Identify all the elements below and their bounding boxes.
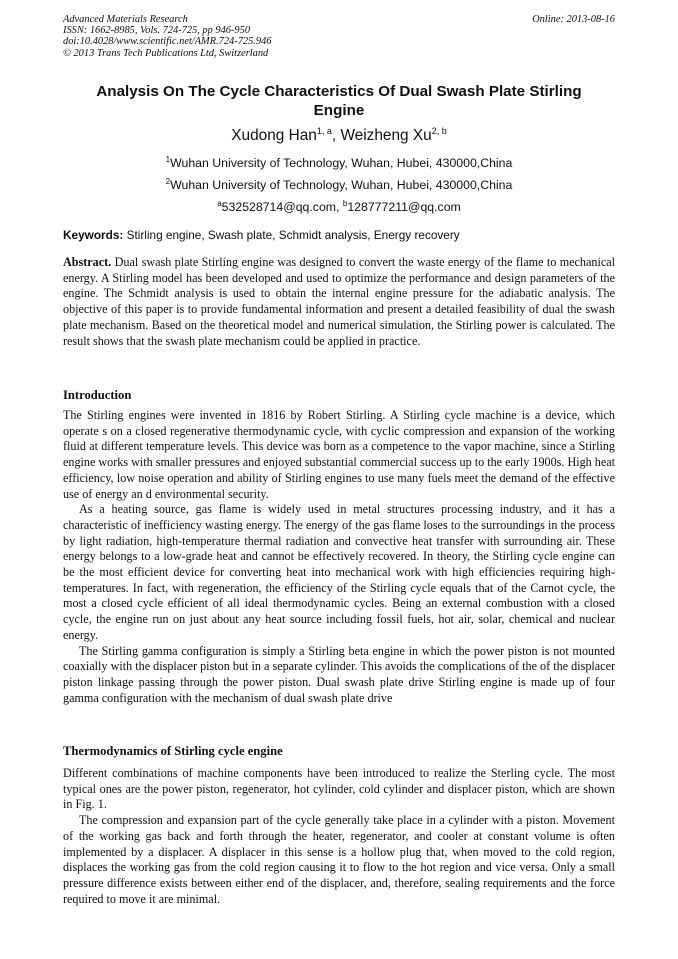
online-date: Online: 2013-08-16: [532, 14, 615, 25]
journal-doi: doi:10.4028/www.scientific.net/AMR.724-725.946: [63, 36, 272, 48]
section-heading-introduction: Introduction: [63, 388, 132, 402]
authors: [63, 126, 615, 146]
journal-issn: ISSN: 1662-8985, Vols. 724-725, pp 946-950: [63, 25, 251, 37]
paragraph: The Stirling gamma configuration is simply a Stirling beta engine in which the power piston is not mounted coaxially with the displacer piston but in a separate cylinder. This avoids the complications of the of the displacer piston linkage passing through the power piston. Dual swash plate drive Stirling engine is made up of four gamma configuration with the mechanism of dual swash plate drive: [63, 643, 615, 705]
affiliation-superscript: 1: [165, 155, 171, 164]
author-superscript: 2, b: [431, 126, 447, 136]
abstract-label: Abstract.: [63, 255, 112, 269]
author-separator: ,: [331, 127, 341, 144]
affiliation-superscript: 2: [165, 177, 171, 186]
journal-name: Advanced Materials Research: [63, 14, 188, 25]
journal-copyright: © 2013 Trans Tech Publications Ltd, Switzerland: [63, 47, 269, 59]
emails: [63, 199, 615, 215]
author-name: Xudong Han: [231, 127, 317, 144]
email-superscript: a: [217, 199, 222, 208]
affiliation: [63, 155, 615, 171]
author-superscript: 1, a: [316, 126, 332, 136]
keywords-text: Stirling engine, Swash plate, Schmidt analysis, Energy recovery: [123, 228, 460, 242]
section-heading-thermodynamics: Thermodynamics of Stirling cycle engine: [63, 744, 283, 758]
paragraph: The compression and expansion part of the cycle generally take place in a cylinder with a piston. Movement of the working gas back and forth through the heater, regenerator, and cooler at constant volume is often implemented by a displacer. A displacer in this sense is a hollow plug that, when moved to the cold region, displaces the working gas from the cold region causing it to flow to the hot region and vice versa. Only a small pressure difference exists between either end of the displacer, and, therefore, sealing requirements and the force required to move it are minimal.: [63, 813, 615, 906]
introduction-body: [63, 408, 615, 706]
paragraph: As a heating source, gas flame is widely used in metal structures processing industry, and it has a characteristic of inefficiency wasting energy. The energy of the gas flame loses to the surroundings in the process by light radiation, high-temperature thermal radiation and convective heat transfer with surrounding air. These energy belongs to a low-grade heat and cannot be effectively recovered. In theory, the Stirling cycle engine can be the most efficient device for converting heat into mechanical work with high efficiencies requiring high-temperatures. In fact, with regeneration, the efficiency of the Stirling cycle equals that of the Carnot cycle, the most a closed cycle efficient of all ideal thermodynamic cycles. Being an external combustion with a closed cycle, the engine run on just about any heat source including fossil fuels, hot air, solar, chemical and nuclear energy.: [63, 502, 615, 642]
author-name: Weizheng Xu: [340, 127, 432, 144]
paragraph: The Stirling engines were invented in 1816 by Robert Stirling. A Stirling cycle machine is a device, which operate s on a closed regenerative thermodynamic cycle, with cyclic compression and expansion of the working fluid at different temperature levels. This device was born as a competence to the vapor machine, since a Stirling engine works with smaller pressures and enjoyed substantial commercial success up to the early 1900s. High heat efficiency, low noise operation and ability of Stirling engines to use many fuels meet the demand of the effective use of energy an d environmental security.: [63, 408, 615, 501]
affiliation-text: Wuhan University of Technology, Wuhan, Hubei, 430000,China: [170, 156, 513, 170]
email-text: 128777211@qq.com: [347, 200, 461, 214]
email-text: 532528714@qq.com,: [221, 200, 343, 214]
affiliation: [63, 177, 615, 193]
abstract: [63, 255, 615, 349]
email-superscript: b: [342, 199, 348, 208]
thermodynamics-body: [63, 766, 615, 907]
paper-title: Analysis On The Cycle Characteristics Of Dual Swash Plate Stirling Engine: [96, 83, 582, 119]
keywords-label: Keywords:: [63, 228, 124, 242]
affiliation-text: Wuhan University of Technology, Wuhan, Hubei, 430000,China: [170, 178, 513, 192]
journal-header: [63, 14, 615, 59]
keywords: [63, 228, 615, 243]
paragraph: Different combinations of machine components have been introduced to realize the Sterling cycle. The most typical ones are the power piston, regenerator, hot cylinder, cold cylinder and displacer piston, which are shown in Fig. 1.: [63, 766, 615, 812]
abstract-text: Dual swash plate Stirling engine was designed to convert the waste energy of the flame to mechanical energy. A Stirling model has been developed and used to optimize the performance and design parameters of the engine. The Schmidt analysis is used to obtain the internal engine pressure for the adiabatic analysis. The objective of this paper is to provide fundamental information and present a detailed feasibility of dual the swash plate mechanism. Based on the theoretical model and numerical simulation, the Stirling power is calculated. The result shows that the swash plate mechanism could be applied in practice.: [63, 255, 615, 348]
